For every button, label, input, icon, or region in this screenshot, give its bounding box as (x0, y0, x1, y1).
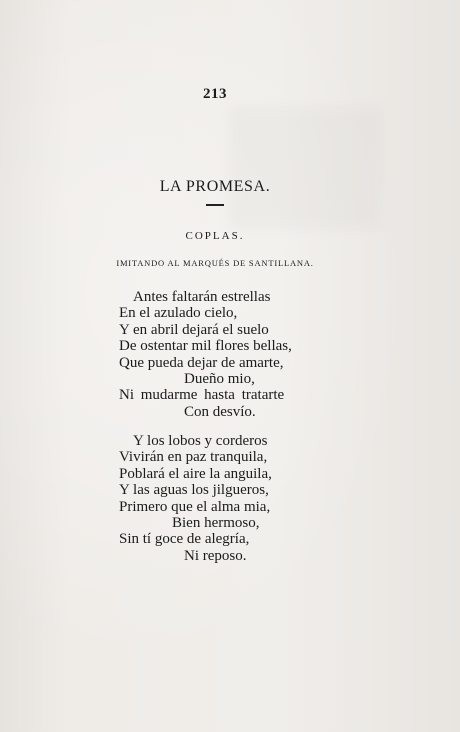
verse-line: Y las aguas los jilgueros, (119, 482, 269, 499)
verse-line: Con desvío. (184, 403, 256, 420)
verse-line: Poblará el aire la anguila, (119, 465, 272, 482)
title-rule (206, 204, 224, 206)
poem-title: LA PROMESA. (159, 178, 271, 195)
verse-line: Bien hermoso, (172, 515, 260, 531)
verse-line: Y los lobos y corderos (133, 433, 268, 449)
verse-line: Antes faltarán estrellas (133, 289, 271, 305)
verse-line: Ni reposo. (184, 547, 247, 564)
verse-line: Vivirán en paz tranquila, (119, 449, 268, 466)
verse-line: De ostentar mil flores bellas, (119, 338, 292, 355)
verse-line: Primero que el alma mia, (119, 498, 271, 515)
verse-line: Ni mudarme hasta tratarte (119, 387, 285, 404)
poem-subtitle: COPLAS. (185, 230, 245, 242)
poem-dedication: IMITANDO AL MARQUÉS DE SANTILLANA. (116, 258, 314, 268)
page-number: 213 (203, 86, 227, 102)
verse-line: Sin tí goce de alegría, (119, 531, 250, 548)
show-through-text (230, 108, 380, 228)
verse-line: Y en abril dejará el suelo (119, 321, 269, 338)
verse-line: En el azulado cielo, (119, 305, 238, 322)
verse-line: Que pueda dejar de amarte, (119, 354, 284, 371)
verse-line: Dueño mio, (184, 371, 255, 387)
